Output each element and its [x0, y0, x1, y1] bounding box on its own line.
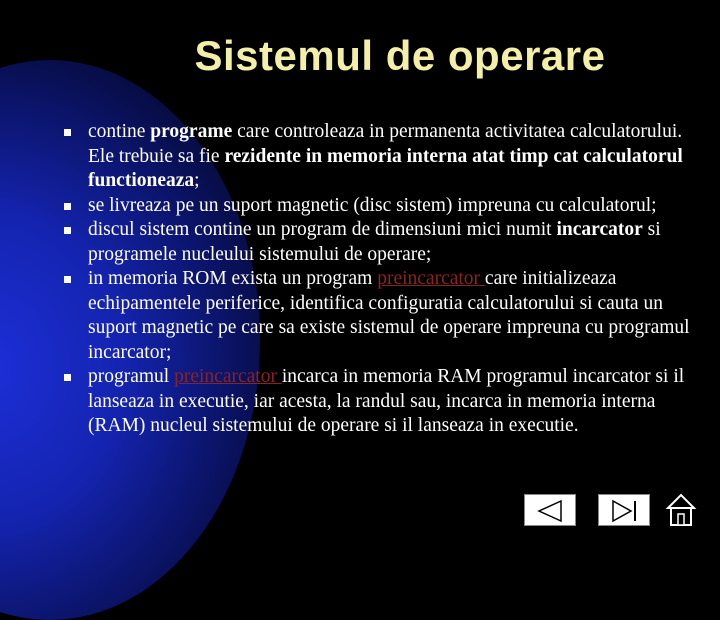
bullet-item	[56, 365, 696, 439]
preincarcator-link[interactable]: preincarcator	[174, 366, 282, 387]
bullet-text: discul sistem contine un program de dimensiuni mici numit	[88, 219, 557, 240]
bullet-item	[56, 267, 696, 365]
home-button[interactable]	[664, 492, 698, 528]
back-button[interactable]	[524, 494, 576, 526]
end-triangle-icon	[599, 495, 651, 527]
back-triangle-icon	[525, 495, 577, 527]
bullet-item	[56, 194, 696, 219]
bullet-text: incarca in memoria RAM programul incarcator si il lanseaza in executie, iar acesta, la randul sau, incarca in memoria interna (RAM) nucleul sistemului de operare si il lanseaza in executie.	[88, 366, 685, 436]
bullet-square-icon	[64, 374, 71, 381]
bullet-item	[56, 218, 696, 267]
bullet-text: se livreaza pe un suport magnetic (disc sistem) impreuna cu calculatorul;	[88, 194, 657, 216]
bold-text: programe	[150, 121, 233, 142]
bullet-text: programul	[88, 366, 175, 387]
bullet-text: si programele nucleului sistemului de operare;	[88, 219, 661, 265]
bullet-text: in memoria ROM exista un program	[88, 268, 378, 289]
home-icon	[664, 492, 698, 528]
bullet-list	[56, 120, 696, 439]
bullet-square-icon	[64, 227, 71, 234]
bullet-square-icon	[64, 129, 71, 136]
bullet-square-icon	[64, 203, 71, 210]
bullet-text: care initializeaza echipamentele periferice, identifica configuratia calculatorului si cauta un suport magnetic pe care sa existe sistemul de operare impreuna cu programul incarcator;	[88, 268, 690, 363]
bullet-item	[56, 120, 696, 194]
end-button[interactable]	[598, 494, 650, 526]
bold-text: incarcator	[556, 219, 643, 240]
preincarcator-link[interactable]: preincarcator	[377, 268, 485, 289]
bullet-text: ;	[194, 170, 200, 191]
slide-title: Sistemul de operare	[194, 32, 606, 79]
bold-text: rezidente in memoria interna atat timp cat calculatorul functioneaza	[88, 145, 683, 191]
bullet-square-icon	[64, 276, 71, 283]
bullet-text: care controleaza in permanenta activitatea calculatorului. Ele trebuie sa fie	[88, 121, 683, 167]
bullet-text: contine	[88, 121, 151, 142]
